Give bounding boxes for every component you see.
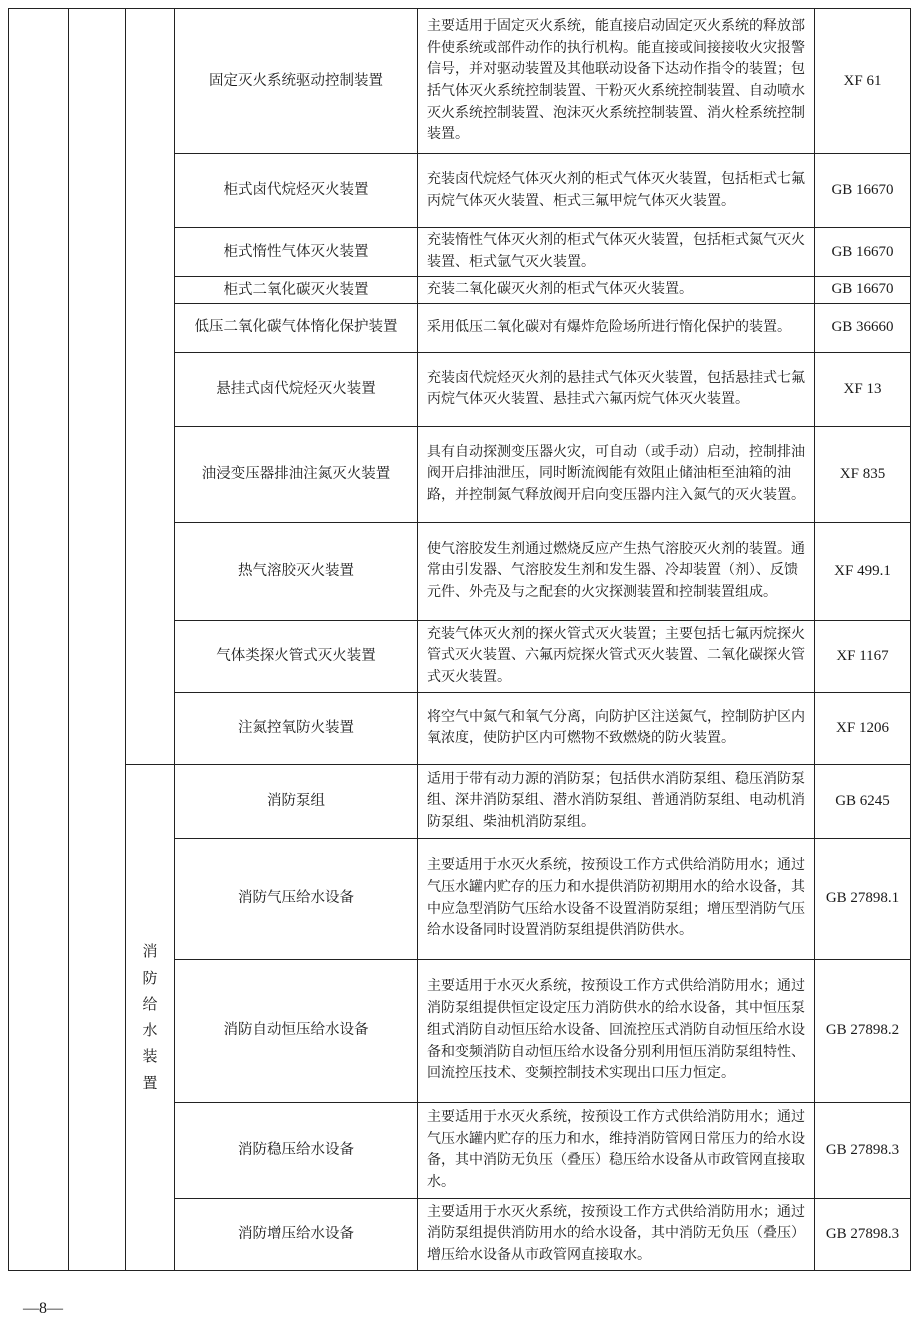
standard-code: XF 1167 — [815, 620, 911, 692]
product-name: 热气溶胶灭火装置 — [175, 522, 418, 620]
standard-code: XF 61 — [815, 9, 911, 154]
product-description: 使气溶胶发生剂通过燃烧反应产生热气溶胶灭火剂的装置。通常由引发器、气溶胶发生剂和发生器、冷却装置（剂）、反馈元件、外壳及与之配套的火灾探测装置和控制装置组成。 — [418, 522, 815, 620]
product-table — [8, 8, 911, 1271]
product-name: 油浸变压器排油注氮灭火装置 — [175, 426, 418, 522]
product-name: 消防气压给水设备 — [175, 838, 418, 959]
standard-code: GB 36660 — [815, 303, 911, 352]
product-description: 采用低压二氧化碳对有爆炸危险场所进行惰化保护的装置。 — [418, 303, 815, 352]
product-name: 柜式二氧化碳灭火装置 — [175, 277, 418, 304]
product-name: 消防自动恒压给水设备 — [175, 959, 418, 1102]
product-name: 悬挂式卤代烷烃灭火装置 — [175, 352, 418, 426]
standard-code: XF 835 — [815, 426, 911, 522]
standard-code: GB 27898.3 — [815, 1102, 911, 1198]
product-name: 柜式卤代烷烃灭火装置 — [175, 154, 418, 228]
page-number: —8— — [23, 1300, 63, 1317]
product-name: 注氮控氧防火装置 — [175, 692, 418, 764]
blank-column-1 — [9, 9, 69, 1271]
standard-code: GB 27898.2 — [815, 959, 911, 1102]
product-name: 气体类探火管式灭火装置 — [175, 620, 418, 692]
product-name: 消防稳压给水设备 — [175, 1102, 418, 1198]
product-name: 固定灭火系统驱动控制装置 — [175, 9, 418, 154]
table-row — [9, 9, 911, 154]
blank-column-2 — [69, 9, 126, 1271]
category-cell-upper — [126, 9, 175, 765]
product-description: 充装卤代烷烃灭火剂的悬挂式气体灭火装置，包括悬挂式七氟丙烷气体灭火装置、悬挂式六氟丙烷气体灭火装置。 — [418, 352, 815, 426]
product-description: 充装卤代烷烃气体灭火剂的柜式气体灭火装置，包括柜式七氟丙烷气体灭火装置、柜式三氟甲烷气体灭火装置。 — [418, 154, 815, 228]
product-description: 充装气体灭火剂的探火管式灭火装置；主要包括七氟丙烷探火管式灭火装置、六氟丙烷探火管式灭火装置、二氧化碳探火管式灭火装置。 — [418, 620, 815, 692]
standard-code: GB 6245 — [815, 764, 911, 838]
standard-code: GB 27898.1 — [815, 838, 911, 959]
standard-code: XF 499.1 — [815, 522, 911, 620]
product-name: 柜式惰性气体灭火装置 — [175, 228, 418, 277]
product-name: 低压二氧化碳气体惰化保护装置 — [175, 303, 418, 352]
product-description: 具有自动探测变压器火灾，可自动（或手动）启动，控制排油阀开启排油泄压，同时断流阀能有效阻止储油柜至油箱的油路，并控制氮气释放阀开启向变压器内注入氮气的灭火装置。 — [418, 426, 815, 522]
product-description: 主要适用于水灭火系统，按预设工作方式供给消防用水；通过消防泵组提供消防用水的给水设备，其中消防无负压（叠压）增压给水设备从市政管网直接取水。 — [418, 1198, 815, 1270]
product-description: 将空气中氮气和氧气分离，向防护区注送氮气，控制防护区内氧浓度，使防护区内可燃物不致燃烧的防火装置。 — [418, 692, 815, 764]
product-description: 主要适用于水灭火系统，按预设工作方式供给消防用水；通过气压水罐内贮存的压力和水，维持消防管网日常压力的给水设备，其中消防无负压（叠压）稳压给水设备从市政管网直接取水。 — [418, 1102, 815, 1198]
product-description: 主要适用于水灭火系统，按预设工作方式供给消防用水；通过气压水罐内贮存的压力和水提供消防初期用水的给水设备，其中应急型消防气压给水设备不设置消防泵组；增压型消防气压给水设备同时设置消防泵组提供消防供水。 — [418, 838, 815, 959]
standard-code: XF 1206 — [815, 692, 911, 764]
standard-code: XF 13 — [815, 352, 911, 426]
product-description: 主要适用于水灭火系统，按预设工作方式供给消防用水；通过消防泵组提供恒定设定压力消防供水的给水设备，其中恒压泵组式消防自动恒压给水设备、回流控压式消防自动恒压给水设备和变频消防自动恒压给水设备分别利用恒压消防泵组特性、回流控压技术、变频控制技术实现出口压力恒定。 — [418, 959, 815, 1102]
table-row — [9, 764, 911, 838]
category-cell-water-supply — [126, 764, 175, 1270]
product-description: 适用于带有动力源的消防泵；包括供水消防泵组、稳压消防泵组、深井消防泵组、潜水消防泵组、普通消防泵组、电动机消防泵组、柴油机消防泵组。 — [418, 764, 815, 838]
standard-code: GB 16670 — [815, 228, 911, 277]
standard-code: GB 16670 — [815, 154, 911, 228]
product-name: 消防增压给水设备 — [175, 1198, 418, 1270]
standard-code: GB 27898.3 — [815, 1198, 911, 1270]
product-description: 充装惰性气体灭火剂的柜式气体灭火装置，包括柜式氮气灭火装置、柜式氩气灭火装置。 — [418, 228, 815, 277]
product-description: 充装二氧化碳灭火剂的柜式气体灭火装置。 — [418, 277, 815, 304]
product-name: 消防泵组 — [175, 764, 418, 838]
category-label: 消防给水装置 — [142, 942, 158, 1092]
product-description: 主要适用于固定灭火系统，能直接启动固定灭火系统的释放部件使系统或部件动作的执行机构。能直接或间接接收火灾报警信号，并对驱动装置及其他联动设备下达动作指令的装置；包括气体灭火系统控制装置、干粉灭火系统控制装置、自动喷水灭火系统控制装置、泡沫灭火系统控制装置、消火栓系统控制装置。 — [418, 9, 815, 154]
standard-code: GB 16670 — [815, 277, 911, 304]
